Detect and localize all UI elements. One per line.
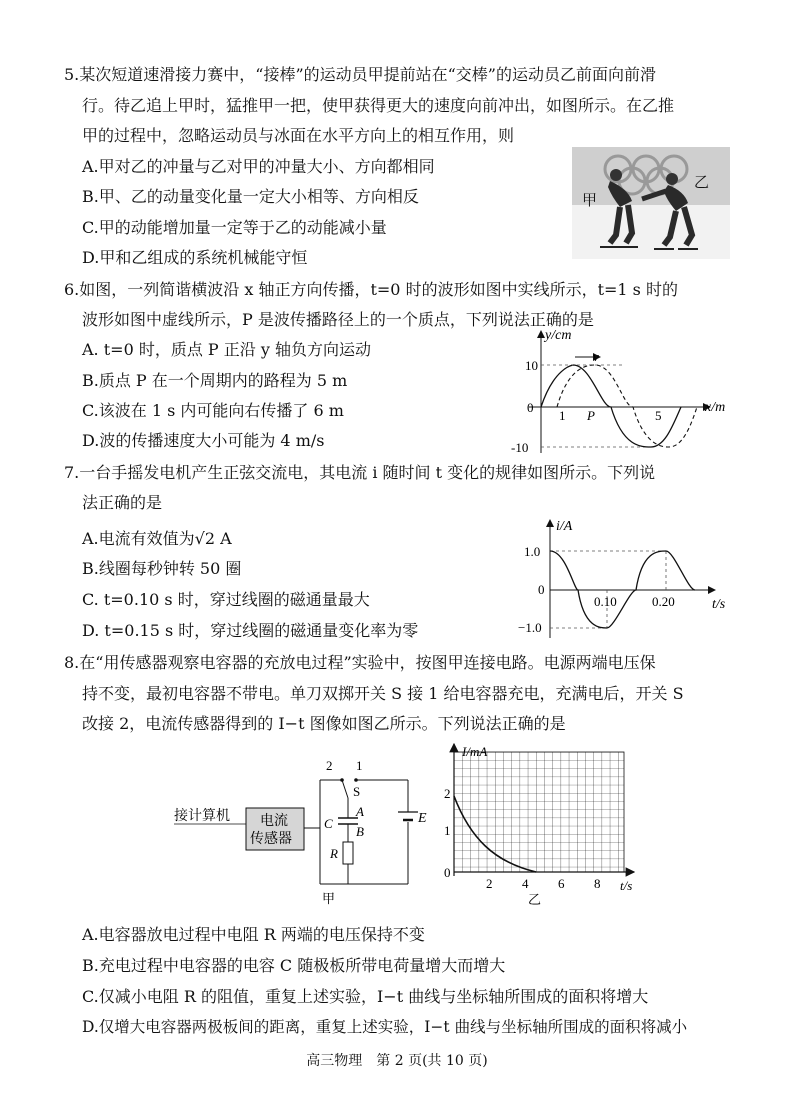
- q5-option-d: D.甲和乙组成的系统机械能守恒: [82, 248, 308, 267]
- plate-a-label: A: [356, 804, 364, 819]
- skater-jia-label: 甲: [582, 193, 598, 209]
- wave-ylabel: y/cm: [545, 328, 572, 343]
- wave-velocity-label: v: [593, 349, 599, 364]
- q5-option-a: A.甲对乙的冲量与乙对甲的冲量大小、方向都相同: [82, 157, 435, 176]
- current-ytick-minus-1: −1.0: [518, 620, 542, 635]
- q7-option-c: C. t=0.10 s 时，穿过线圈的磁通量最大: [82, 590, 370, 609]
- current-ylabel: i/A: [556, 519, 573, 534]
- sensor-label-1: 电流: [260, 814, 288, 829]
- q6-option-b: B.质点 P 在一个周期内的路程为 5 m: [82, 371, 348, 390]
- q8-option-d: D.仅增大电容器两极板间的距离，重复上述实验，I−t 曲线与坐标轴所围成的面积将减小: [82, 1018, 688, 1036]
- wave-dashed-t1: [557, 365, 697, 447]
- circuit-caption: 甲: [322, 891, 336, 906]
- wave-ytick-minus-10: -10: [511, 440, 529, 455]
- q7-stem-line-2: 法正确的是: [82, 493, 163, 512]
- q7-option-b: B.线圈每秒钟转 50 圈: [82, 559, 242, 578]
- battery-label: E: [418, 811, 427, 826]
- current-origin: 0: [538, 582, 545, 597]
- computer-label: 接计算机: [174, 809, 230, 824]
- discharge-caption: 乙: [528, 892, 542, 907]
- wave-xlabel: x/m: [705, 400, 726, 415]
- q6-option-c: C.该波在 1 s 内可能向右传播了 6 m: [82, 401, 344, 420]
- q5-stem-line-2: 行。待乙追上甲时，猛推甲一把，使甲获得更大的速度向前冲出，如图所示。在乙推: [82, 96, 675, 115]
- q5-option-c: C.甲的动能增加量一定等于乙的动能减小量: [82, 218, 387, 237]
- wave-graph: [505, 325, 735, 460]
- q8-option-b: B.充电过程中电容器的电容 C 随极板所带电荷量增大而增大: [82, 956, 506, 975]
- wave-ytick-10: 10: [525, 358, 538, 373]
- q6-stem-line-2: 波形如图中虚线所示，P 是波传播路径上的一个质点，下列说法正确的是: [82, 310, 594, 329]
- discharge-xtick-2: 2: [486, 876, 493, 891]
- q7-stem-line-1: 7.一台手摇发电机产生正弦交流电，其电流 i 随时间 t 变化的规律如图所示。下列说: [64, 463, 656, 482]
- current-xtick-020: 0.20: [652, 594, 675, 609]
- current-graph: [510, 516, 735, 641]
- q5-stem-line-1: 5.某次短道速滑接力赛中，“接棒”的运动员甲提前站在“交棒”的运动员乙前面向前滑: [64, 65, 656, 84]
- discharge-xtick-6: 6: [558, 876, 565, 891]
- skater-yi-label: 乙: [694, 175, 710, 191]
- wave-point-p: P: [587, 408, 595, 423]
- wave-solid-t0: [541, 365, 681, 447]
- q7-option-d: D. t=0.15 s 时，穿过线圈的磁通量变化率为零: [82, 621, 419, 640]
- resistor-label: R: [330, 846, 338, 861]
- discharge-ytick-1: 1: [444, 823, 451, 838]
- page-footer: 高三物理 第 2 页(共 10 页): [306, 1053, 488, 1069]
- q8-option-c: C.仅减小电阻 R 的阻值，重复上述实验，I−t 曲线与坐标轴所围成的面积将增大: [82, 987, 649, 1006]
- discharge-xtick-8: 8: [594, 876, 601, 891]
- resistor-symbol: [343, 842, 353, 864]
- q6-option-a: A. t=0 时，质点 P 正沿 y 轴负方向运动: [82, 340, 371, 359]
- discharge-xlabel: t/s: [620, 878, 633, 893]
- q6-option-d: D.波的传播速度大小可能为 4 m/s: [82, 431, 325, 450]
- q8-stem-line-1: 8.在“用传感器观察电容器的充放电过程”实验中，按图甲连接电路。电源两端电压保: [64, 653, 656, 672]
- capacitor-label: C: [324, 816, 333, 831]
- current-xlabel: t/s: [712, 597, 726, 612]
- wave-origin: 0: [527, 400, 534, 415]
- discharge-ytick-2: 2: [444, 786, 451, 801]
- sensor-label-2: 传感器: [250, 832, 292, 847]
- discharge-ylabel: I/mA: [462, 744, 488, 759]
- current-xtick-010: 0.10: [594, 594, 617, 609]
- discharge-xtick-4: 4: [522, 876, 529, 891]
- wave-xtick-1: 1: [559, 408, 566, 423]
- wave-xtick-5: 5: [655, 408, 662, 423]
- q8-option-a: A.电容器放电过程中电阻 R 两端的电压保持不变: [82, 925, 425, 944]
- q8-stem-line-3: 改接 2，电流传感器得到的 I−t 图像如图乙所示。下列说法正确的是: [82, 714, 566, 733]
- q5-stem-line-3: 甲的过程中，忽略运动员与冰面在水平方向上的相互作用，则: [82, 126, 515, 145]
- circuit-diagram: [170, 758, 438, 908]
- q5-option-b: B.甲、乙的动量变化量一定大小相等、方向相反: [82, 187, 419, 206]
- current-ytick-1: 1.0: [524, 544, 541, 559]
- q8-stem-line-2: 持不变，最初电容器不带电。单刀双掷开关 S 接 1 给电容器充电，充满电后，开关 S: [82, 684, 684, 703]
- plate-b-label: B: [356, 824, 364, 839]
- q7-option-a: A.电流有效值为√2 A: [82, 529, 232, 548]
- discharge-origin: 0: [444, 865, 451, 880]
- q6-stem-line-1: 6.如图，一列简谐横波沿 x 轴正方向传播，t=0 时的波形如图中实线所示，t=1 s 时的: [64, 280, 678, 299]
- switch-label: S: [353, 784, 361, 799]
- skaters-photo: [572, 147, 730, 259]
- terminal-2-label: 2: [326, 758, 333, 773]
- terminal-1-label: 1: [356, 758, 363, 773]
- discharge-graph: [440, 742, 640, 908]
